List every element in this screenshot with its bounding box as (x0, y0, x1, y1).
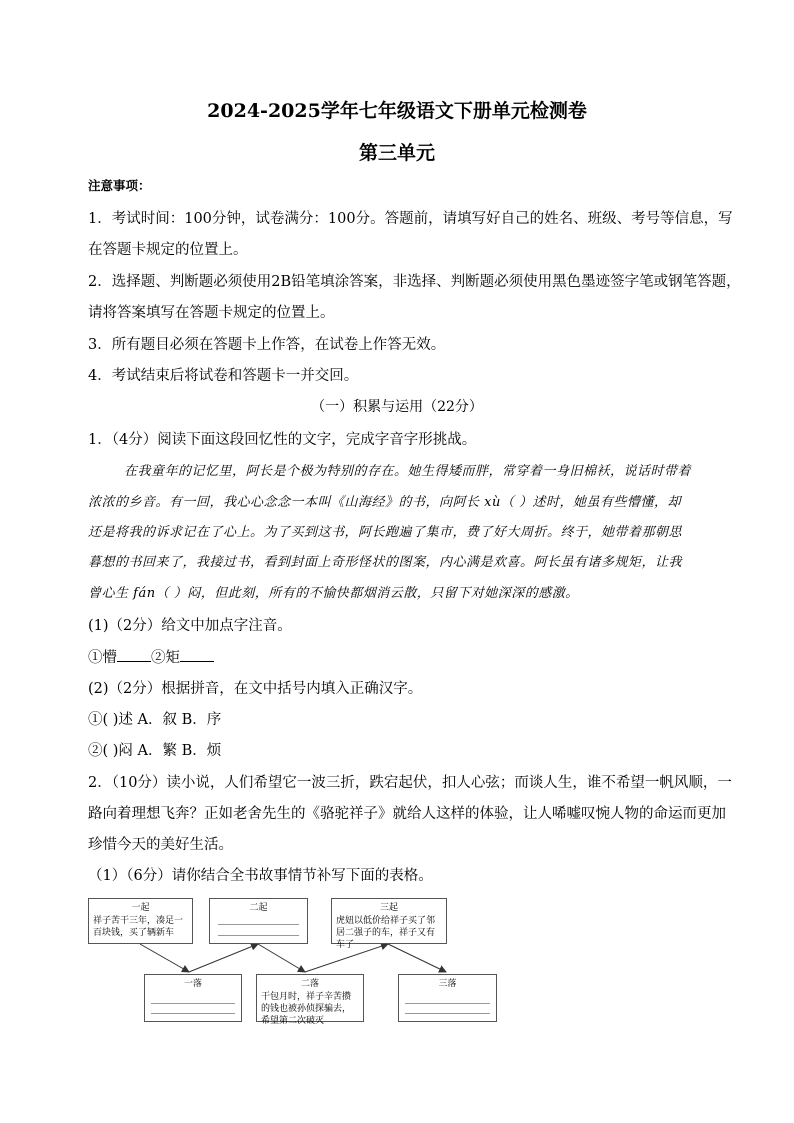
answer-line[interactable] (151, 1003, 235, 1004)
plot-box-rise-1 (88, 898, 193, 944)
note-line: 2．选择题、判断题必须使用2B铅笔填涂答案，非选择、判断题必须使用黑色墨迹签字笔或钢笔答题， (88, 274, 741, 290)
section-heading: （一）积累与运用（22分） (311, 399, 483, 415)
box-heading: 一起 (131, 903, 150, 913)
q2-sub1: （1）（6分）请你结合全书故事情节补写下面的表格。 (88, 868, 433, 884)
answer-line[interactable] (218, 935, 299, 936)
answer-line[interactable] (405, 1013, 490, 1014)
unit-title: 第三单元 (358, 142, 435, 164)
box-text: 祥子苦干三年，凑足一百块钱，买了辆新车 (93, 916, 184, 938)
box-heading: 二起 (249, 903, 268, 913)
q2-line: 2．（10分）读小说，人们希望它一波三折，跌宕起伏，扣人心弦；而谈人生，谁不希望一帆风顺，一 (88, 775, 732, 791)
notes-heading: 注意事项： (88, 178, 151, 193)
plot-box-rise-2 (209, 898, 308, 944)
note-line: 1．考试时间：100分钟，试卷满分：100分。答题前，请填写好自己的姓名、班级、考号等信息，写 (88, 211, 733, 227)
note-line: 4．考试结束后将试卷和答题卡一并交回。 (88, 368, 359, 384)
note-line: 请将答案填写在答题卡规定的位置上。 (88, 305, 335, 321)
box-text: 干包月时，祥子辛苦攒的钱也被孙侦探骗去，希望第二次破灭 (261, 992, 352, 1026)
note-line: 3．所有题目必须在答题卡上作答，在试卷上作答无效。 (88, 337, 446, 353)
plot-box-fall-1 (144, 974, 242, 1022)
passage-line: 还是将我的诉求记在了心上。为了买到这书，阿长跑遍了集市，费了好大周折。终于，她带着那朝思 (88, 525, 683, 540)
q2-line: 路向着理想飞奔？正如老舍先生的《骆驼祥子》就给人这样的体验，让人唏嘘叹惋人物的命运而更加 (88, 806, 726, 822)
passage-line: 暮想的书回来了，我接过书，看到封面上奇形怪状的图案，内心满是欢喜。阿长虽有诸多规矩，让我 (88, 555, 683, 570)
plot-box-fall-2 (256, 974, 364, 1026)
q1-sub2: (2)（2分）根据拼音，在文中括号内填入正确汉字。 (88, 681, 423, 697)
exam-title: 2024-2025学年七年级语文下册单元检测卷 (207, 100, 587, 122)
arrow-line (189, 944, 258, 972)
answer-line[interactable] (405, 1003, 490, 1004)
arrow-line (140, 944, 189, 972)
box-heading: 三起 (379, 903, 398, 913)
passage-line: 曾心生 fán（ ）闷，但此刻，所有的不愉快都烟消云散，只留下对她深深的感激。 (88, 586, 579, 601)
q1-sub1-a-label: ①懵 (88, 650, 117, 666)
q2-line: 珍惜今天的美好生活。 (88, 837, 233, 853)
box-heading: 一落 (183, 979, 202, 989)
answer-line[interactable] (151, 1013, 235, 1014)
passage-line: 浓浓的乡音。有一回，我心心念念一本叫《山海经》的书，向阿长 xù（ ）述时，她虽有些懵懂，却 (88, 495, 681, 510)
passage-line: 在我童年的记忆里，阿长是个极为特别的存在。她生得矮而胖，常穿着一身旧棉袄，说话时带着 (124, 464, 692, 479)
q1-sub2-option-a: ①( )述 A．叙 B．序 (88, 712, 222, 728)
question-1-stem: 1．（4分）阅读下面这段回忆性的文字，完成字音字形挑战。 (88, 432, 477, 448)
arrow-line (258, 944, 305, 972)
box-heading: 三落 (438, 979, 457, 989)
q1-sub1-b-label: ②矩 (151, 650, 180, 666)
plot-box-fall-3 (398, 974, 497, 1022)
plot-box-rise-3 (331, 898, 447, 950)
answer-line[interactable] (218, 924, 299, 925)
q1-sub2-option-b: ②( )闷 A．繁 B．烦 (88, 743, 222, 759)
q1-sub1: (1)（2分）给文中加点字注音。 (88, 618, 292, 634)
box-heading: 二落 (300, 979, 319, 989)
note-line: 在答题卡规定的位置上。 (88, 242, 248, 258)
box-text: 虎妞以低价给祥子买了邻居二强子的车，祥子又有车了 (336, 916, 436, 950)
